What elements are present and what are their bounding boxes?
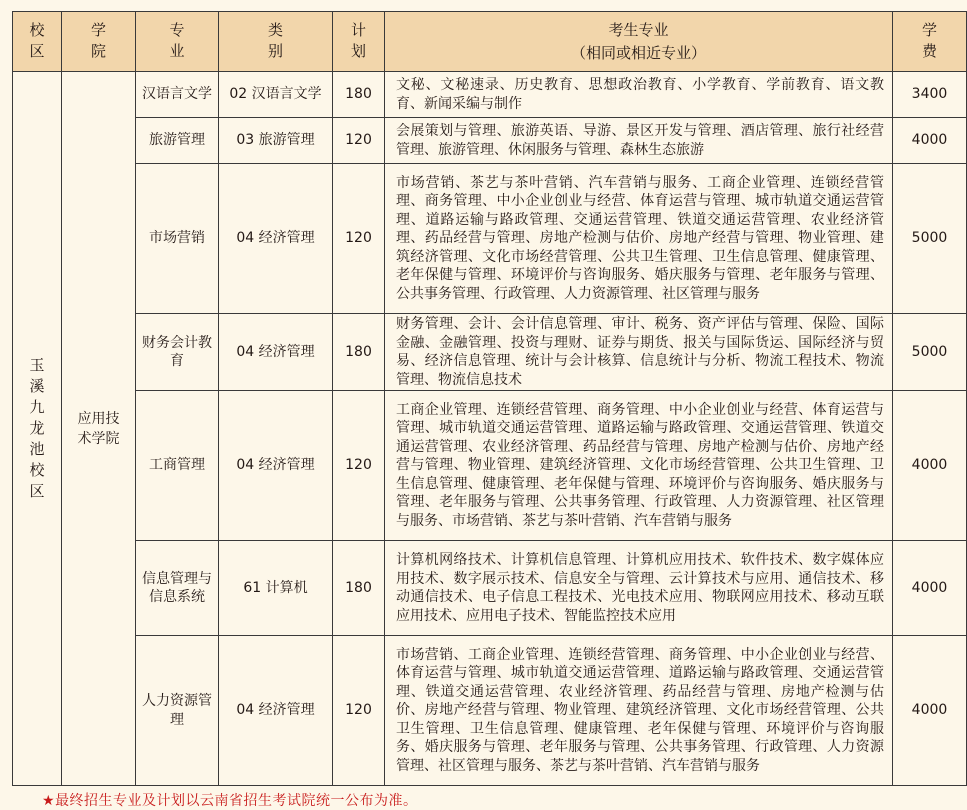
header-campus: 校区 <box>13 12 62 72</box>
source-majors-cell: 会展策划与管理、旅游英语、导游、景区开发与管理、酒店管理、旅行社经营管理、旅游管理、休闲服务与管理、森林生态旅游 <box>385 118 893 164</box>
major-cell: 市场营销 <box>136 164 219 314</box>
header-college: 学院 <box>62 12 136 72</box>
table-row <box>13 391 967 541</box>
fee-cell: 4000 <box>893 391 967 541</box>
source-majors-cell: 财务管理、会计、会计信息管理、审计、税务、资产评估与管理、保险、国际金融、金融管理、投资与理财、证券与期货、报关与国际货运、国际经济与贸易、经济信息管理、统计与会计核算、信息统计与分析、物流工程技术、物流管理、物流信息技术 <box>385 314 893 391</box>
plan-cell: 120 <box>333 118 385 164</box>
category-cell: 02 汉语言文学 <box>219 72 333 118</box>
table-row <box>13 636 967 786</box>
header-category: 类别 <box>219 12 333 72</box>
plan-cell: 180 <box>333 314 385 391</box>
table-row <box>13 314 967 391</box>
source-majors-cell: 市场营销、茶艺与茶叶营销、汽车营销与服务、工商企业管理、连锁经营管理、商务管理、中小企业创业与经营、体育运营与管理、城市轨道交通运营管理、道路运输与路政管理、交通运营管理、铁道交通运营管理、农业经济管理、药品经营与管理、房地产检测与估价、房地产经营与管理、物业管理、建筑经济管理、文化市场经营管理、公共卫生管理、卫生信息管理、健康管理、老年保健与管理、环境评价与咨询服务、婚庆服务与管理、老年服务与管理、公共事务管理、行政管理、人力资源管理、社区管理与服务 <box>385 164 893 314</box>
category-cell: 61 计算机 <box>219 541 333 636</box>
fee-cell: 5000 <box>893 314 967 391</box>
table-row <box>13 541 967 636</box>
star-icon: ★ <box>42 793 56 809</box>
header-major: 专业 <box>136 12 219 72</box>
plan-cell: 180 <box>333 541 385 636</box>
plan-cell: 120 <box>333 391 385 541</box>
footnote <box>42 790 418 810</box>
plan-cell: 120 <box>333 164 385 314</box>
fee-cell: 3400 <box>893 72 967 118</box>
source-majors-cell: 文秘、文秘速录、历史教育、思想政治教育、小学教育、学前教育、语文教育、新闻采编与制作 <box>385 72 893 118</box>
header-fee: 学费 <box>893 12 967 72</box>
source-majors-cell: 工商企业管理、连锁经营管理、商务管理、中小企业创业与经营、体育运营与管理、城市轨道交通运营管理、道路运输与路政管理、交通运营管理、铁道交通运营管理、农业经济管理、药品经营与管理、房地产检测与估价、房地产经营与管理、物业管理、建筑经济管理、文化市场经营管理、公共卫生管理、卫生信息管理、健康管理、老年保健与管理、环境评价与咨询服务、婚庆服务与管理、老年服务与管理、公共事务管理、行政管理、人力资源管理、社区管理与服务、市场营销、茶艺与茶叶营销、汽车营销与服务 <box>385 391 893 541</box>
table-row <box>13 164 967 314</box>
campus-cell: 玉溪九龙池校区 <box>13 72 62 786</box>
fee-cell: 4000 <box>893 118 967 164</box>
header-plan: 计划 <box>333 12 385 72</box>
admissions-table <box>12 11 967 786</box>
plan-cell: 180 <box>333 72 385 118</box>
category-cell: 04 经济管理 <box>219 314 333 391</box>
fee-cell: 5000 <box>893 164 967 314</box>
college-cell: 应用技术学院 <box>62 72 136 786</box>
footnote-text: 最终招生专业及计划以云南省招生考试院统一公布为准。 <box>55 793 418 809</box>
table-row <box>13 72 967 118</box>
header-source-majors <box>385 12 893 72</box>
major-cell: 人力资源管理 <box>136 636 219 786</box>
major-cell: 工商管理 <box>136 391 219 541</box>
major-cell: 汉语言文学 <box>136 72 219 118</box>
major-cell: 旅游管理 <box>136 118 219 164</box>
table-header-row <box>13 12 967 72</box>
fee-cell: 4000 <box>893 541 967 636</box>
major-cell: 信息管理与信息系统 <box>136 541 219 636</box>
admissions-table-container <box>12 11 966 786</box>
source-majors-cell: 计算机网络技术、计算机信息管理、计算机应用技术、软件技术、数字媒体应用技术、数字展示技术、信息安全与管理、云计算技术与应用、通信技术、移动通信技术、电子信息工程技术、光电技术应用、物联网应用技术、移动互联应用技术、应用电子技术、智能监控技术应用 <box>385 541 893 636</box>
major-cell: 财务会计教育 <box>136 314 219 391</box>
header-source-majors-title: 考生专业 <box>608 20 669 39</box>
category-cell: 04 经济管理 <box>219 164 333 314</box>
category-cell: 04 经济管理 <box>219 391 333 541</box>
table-row <box>13 118 967 164</box>
plan-cell: 120 <box>333 636 385 786</box>
header-source-majors-note: （相同或相近专业） <box>570 43 706 62</box>
source-majors-cell: 市场营销、工商企业管理、连锁经营管理、商务管理、中小企业创业与经营、体育运营与管理、城市轨道交通运营管理、道路运输与路政管理、交通运营管理、铁道交通运营管理、农业经济管理、药品经营与管理、房地产检测与估价、房地产经营与管理、物业管理、建筑经济管理、文化市场经营管理、公共卫生管理、卫生信息管理、健康管理、老年保健与管理、环境评价与咨询服务、婚庆服务与管理、老年服务与管理、公共事务管理、行政管理、人力资源管理、社区管理与服务、茶艺与茶叶营销、汽车营销与服务 <box>385 636 893 786</box>
fee-cell: 4000 <box>893 636 967 786</box>
category-cell: 04 经济管理 <box>219 636 333 786</box>
category-cell: 03 旅游管理 <box>219 118 333 164</box>
